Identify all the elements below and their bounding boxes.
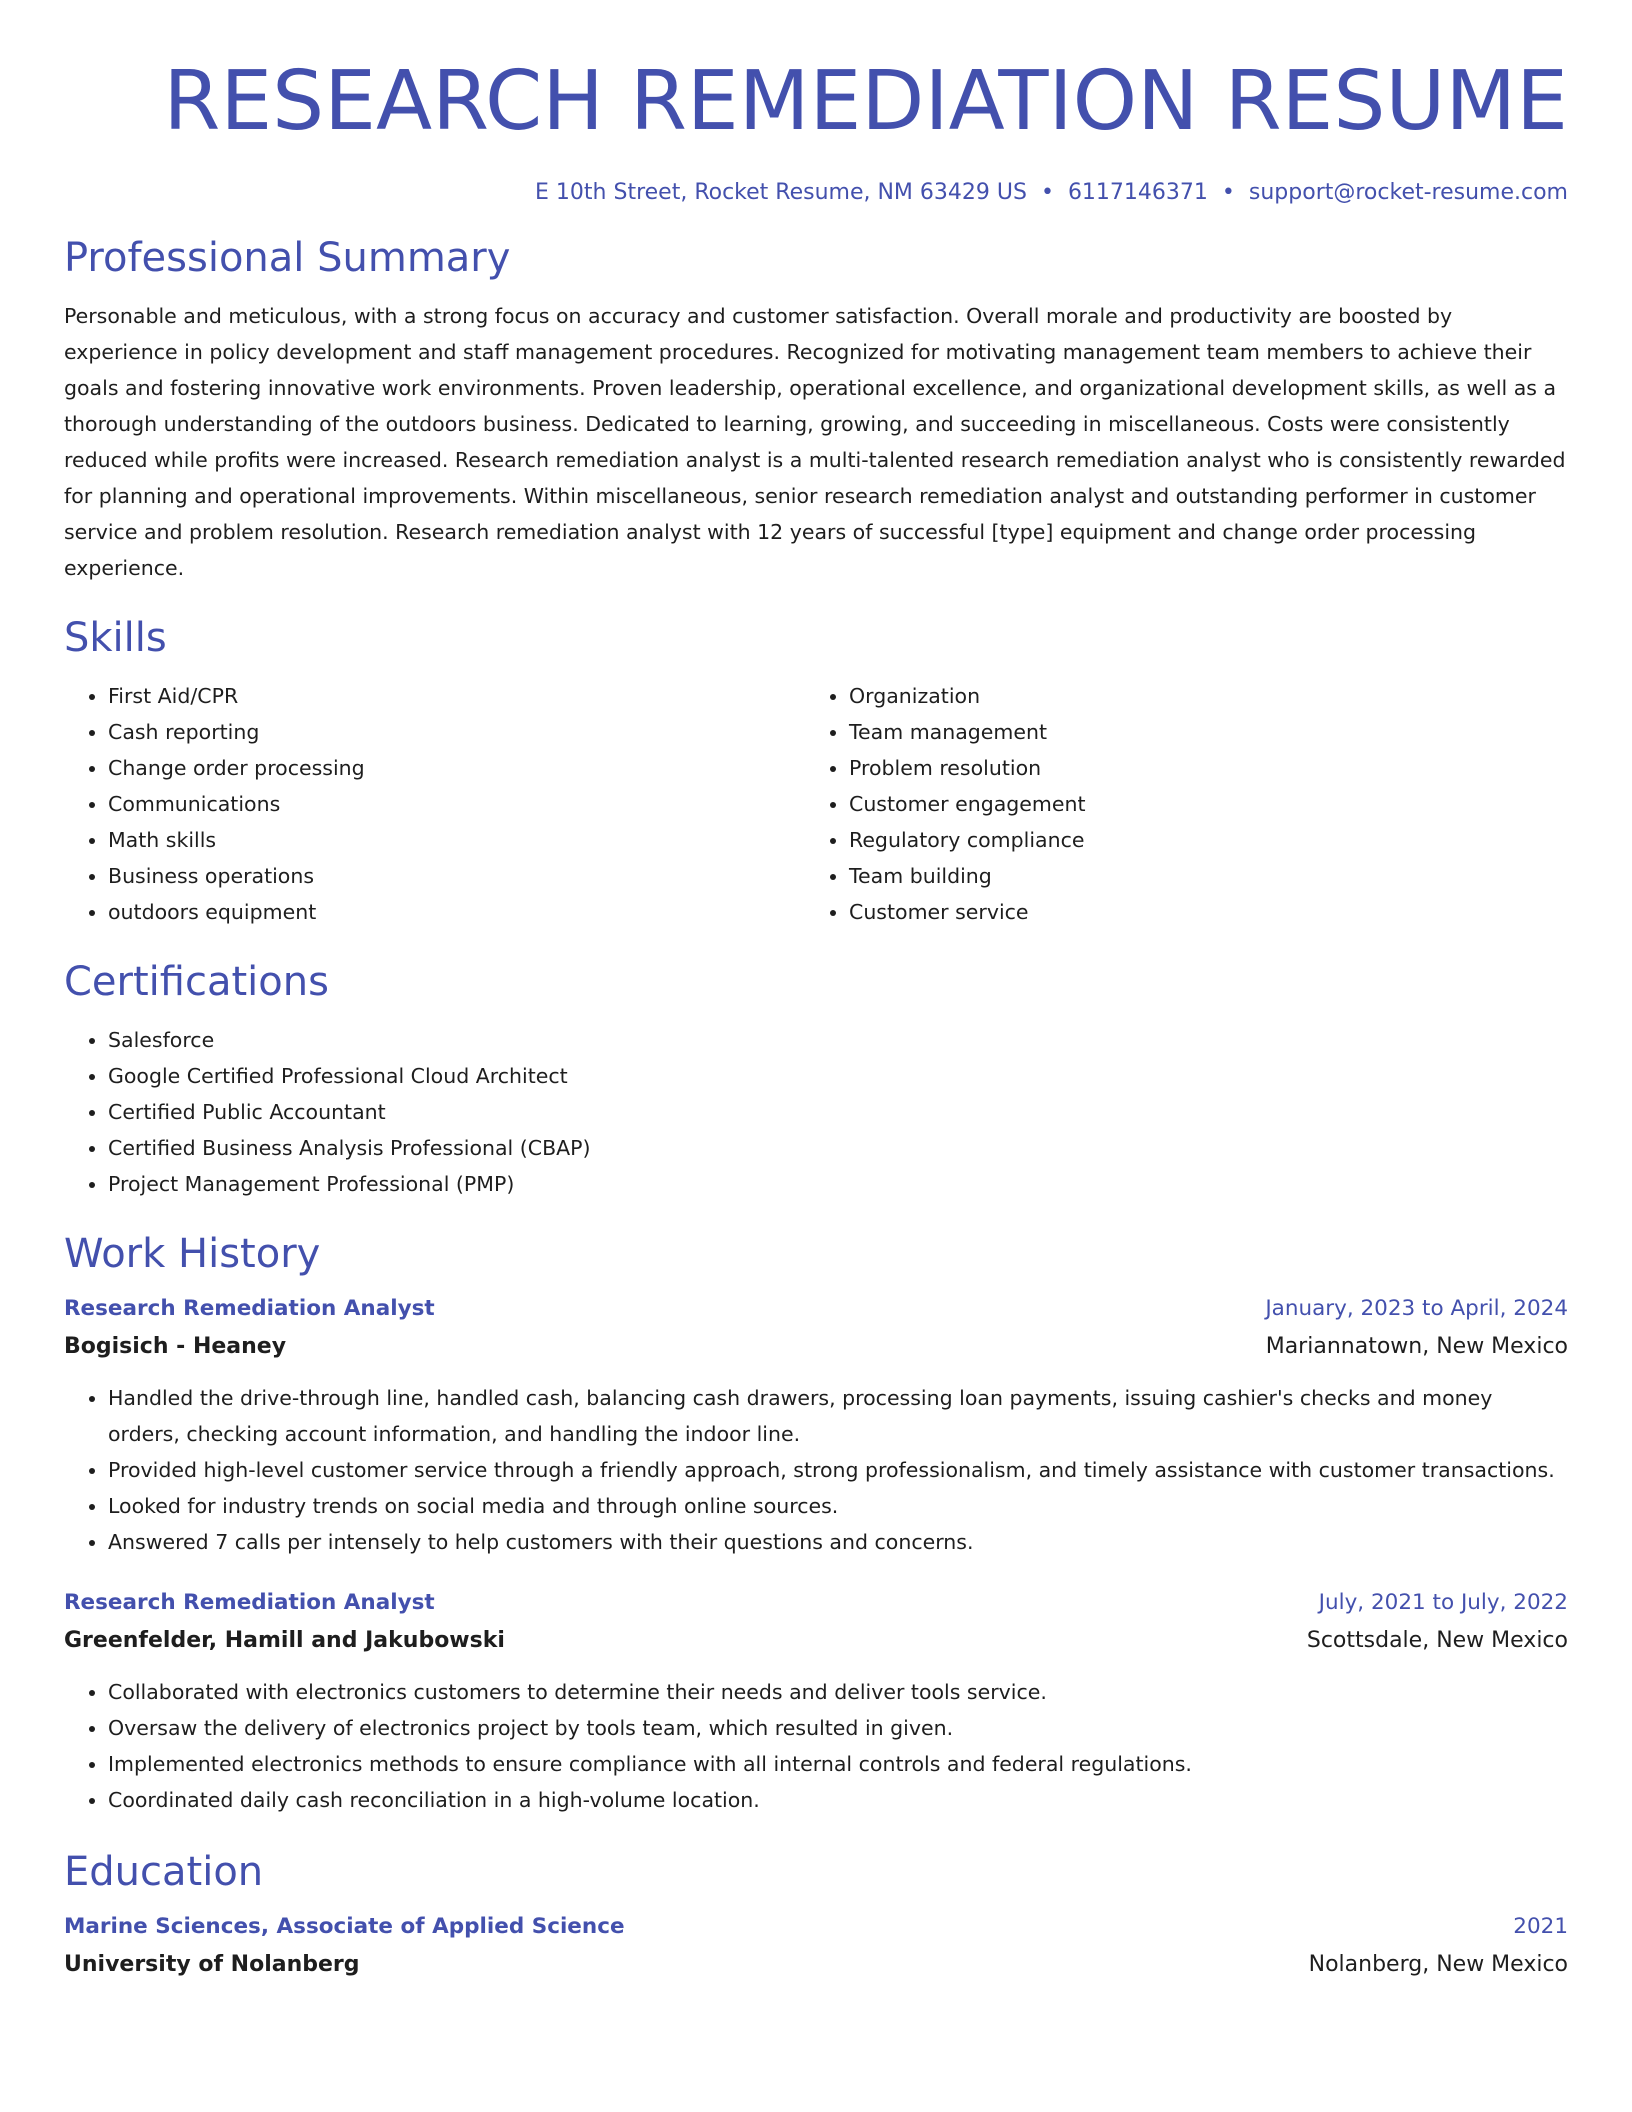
certifications-title: Certifications	[64, 959, 329, 1005]
skill-item: • Customer engagement	[849, 786, 1546, 822]
education-location: Nolanberg, New Mexico	[1308, 1952, 1568, 1977]
skills-section	[64, 612, 1568, 930]
certification-item: • Salesforce	[108, 1022, 1568, 1058]
education-school: University of Nolanberg	[64, 1952, 360, 1977]
job-location: Mariannatown, New Mexico	[1265, 1334, 1568, 1359]
job-bullet: • Coordinated daily cash reconciliation in a high-volume location.	[108, 1782, 1568, 1818]
education-entry	[64, 1908, 1568, 1984]
job-dates: January, 2023 to April, 2024	[1265, 1296, 1568, 1321]
job-bullet: • Provided high-level customer service through a friendly approach, strong professionalism, and timely assistance with customer transactions.	[108, 1452, 1568, 1488]
contact-line	[64, 178, 1568, 208]
skill-item: • First Aid/CPR	[108, 678, 805, 714]
contact-separator: •	[1221, 180, 1235, 205]
education-title: Education	[64, 1849, 264, 1895]
certification-item: • Project Management Professional (PMP)	[108, 1166, 1568, 1202]
education-school-row	[64, 1946, 1568, 1984]
skills-title: Skills	[64, 615, 167, 661]
skill-item: • outdoors equipment	[108, 894, 805, 930]
certification-item: • Certified Business Analysis Professional (CBAP)	[108, 1130, 1568, 1166]
phone-text: 6117146371	[1067, 180, 1208, 205]
education-year: 2021	[1513, 1914, 1568, 1939]
resume-header	[64, 0, 1568, 208]
skills-left-list	[64, 678, 805, 930]
job-entry	[64, 1584, 1568, 1818]
summary-text: Personable and meticulous, with a strong focus on accuracy and customer satisfaction. Overall morale and productivity are boosted by experience in policy development and staff management procedures. Recognized for motivating management team members to achieve their goals and fostering innovative work environments. Proven leadership, operational excellence, and organizational development skills, as well as a thorough understanding of the outdoors business. Dedicated to learning, growing, and succeeding in miscellaneous. Costs were consistently reduced while profits were increased. Research remediation analyst is a multi-talented research remediation analyst who is consistently rewarded for planning and operational improvements. Within miscellaneous, senior research remediation analyst and outstanding performer in customer service and problem resolution. Research remediation analyst with 12 years of successful [type] equipment and change order processing experience.	[64, 304, 1566, 580]
job-bullets	[64, 1380, 1568, 1560]
summary-title: Professional Summary	[64, 235, 511, 281]
education-section	[64, 1846, 1568, 1984]
skills-right-list	[805, 678, 1546, 930]
job-entry	[64, 1290, 1568, 1560]
certification-item: • Certified Public Accountant	[108, 1094, 1568, 1130]
summary-section	[64, 232, 1568, 586]
skills-right-column	[805, 678, 1546, 930]
job-bullet: • Looked for industry trends on social media and through online sources.	[108, 1488, 1568, 1524]
skill-item: • Change order processing	[108, 750, 805, 786]
job-bullet: • Collaborated with electronics customers to determine their needs and deliver tools service.	[108, 1674, 1568, 1710]
job-bullet: • Handled the drive-through line, handled cash, balancing cash drawers, processing loan payments, issuing cashier's checks and money orders, checking account information, and handling the indoor line.	[108, 1380, 1568, 1452]
job-location: Scottsdale, New Mexico	[1306, 1628, 1568, 1653]
skill-item: • Organization	[849, 678, 1546, 714]
skill-item: • Communications	[108, 786, 805, 822]
job-company: Bogisich - Heaney	[64, 1334, 287, 1359]
contact-separator: •	[1040, 180, 1054, 205]
job-company-row	[64, 1328, 1568, 1366]
job-bullets	[64, 1674, 1568, 1818]
skill-item: • Business operations	[108, 858, 805, 894]
job-title: Research Remediation Analyst	[64, 1296, 435, 1321]
job-title-row	[64, 1584, 1568, 1622]
work-history-section	[64, 1228, 1568, 1818]
resume-name: RESEARCH REMEDIATION RESUME	[163, 54, 1568, 149]
certification-item: • Google Certified Professional Cloud Architect	[108, 1058, 1568, 1094]
job-title-row	[64, 1290, 1568, 1328]
skill-item: • Customer service	[849, 894, 1546, 930]
skills-left-column	[64, 678, 805, 930]
job-bullet: • Implemented electronics methods to ensure compliance with all internal controls and federal regulations.	[108, 1746, 1568, 1782]
skills-columns	[64, 678, 1568, 930]
skill-item: • Team building	[849, 858, 1546, 894]
skill-item: • Regulatory compliance	[849, 822, 1546, 858]
job-bullet: • Oversaw the delivery of electronics project by tools team, which resulted in given.	[108, 1710, 1568, 1746]
skill-item: • Team management	[849, 714, 1546, 750]
job-company: Greenfelder, Hamill and Jakubowski	[64, 1628, 505, 1653]
education-degree-row	[64, 1908, 1568, 1946]
education-degree: Marine Sciences, Associate of Applied Science	[64, 1914, 625, 1939]
certifications-section	[64, 956, 1568, 1202]
skill-item: • Math skills	[108, 822, 805, 858]
work-history-title: Work History	[64, 1231, 321, 1277]
skill-item: • Cash reporting	[108, 714, 805, 750]
job-company-row	[64, 1622, 1568, 1660]
skill-item: • Problem resolution	[849, 750, 1546, 786]
job-title: Research Remediation Analyst	[64, 1590, 435, 1615]
address-text: E 10th Street, Rocket Resume, NM 63429 US	[535, 180, 1027, 205]
email-link[interactable]: support@rocket-resume.com	[1248, 180, 1568, 205]
job-bullet: • Answered 7 calls per intensely to help customers with their questions and concerns.	[108, 1524, 1568, 1560]
job-dates: July, 2021 to July, 2022	[1318, 1590, 1568, 1615]
certifications-list	[64, 1022, 1568, 1202]
